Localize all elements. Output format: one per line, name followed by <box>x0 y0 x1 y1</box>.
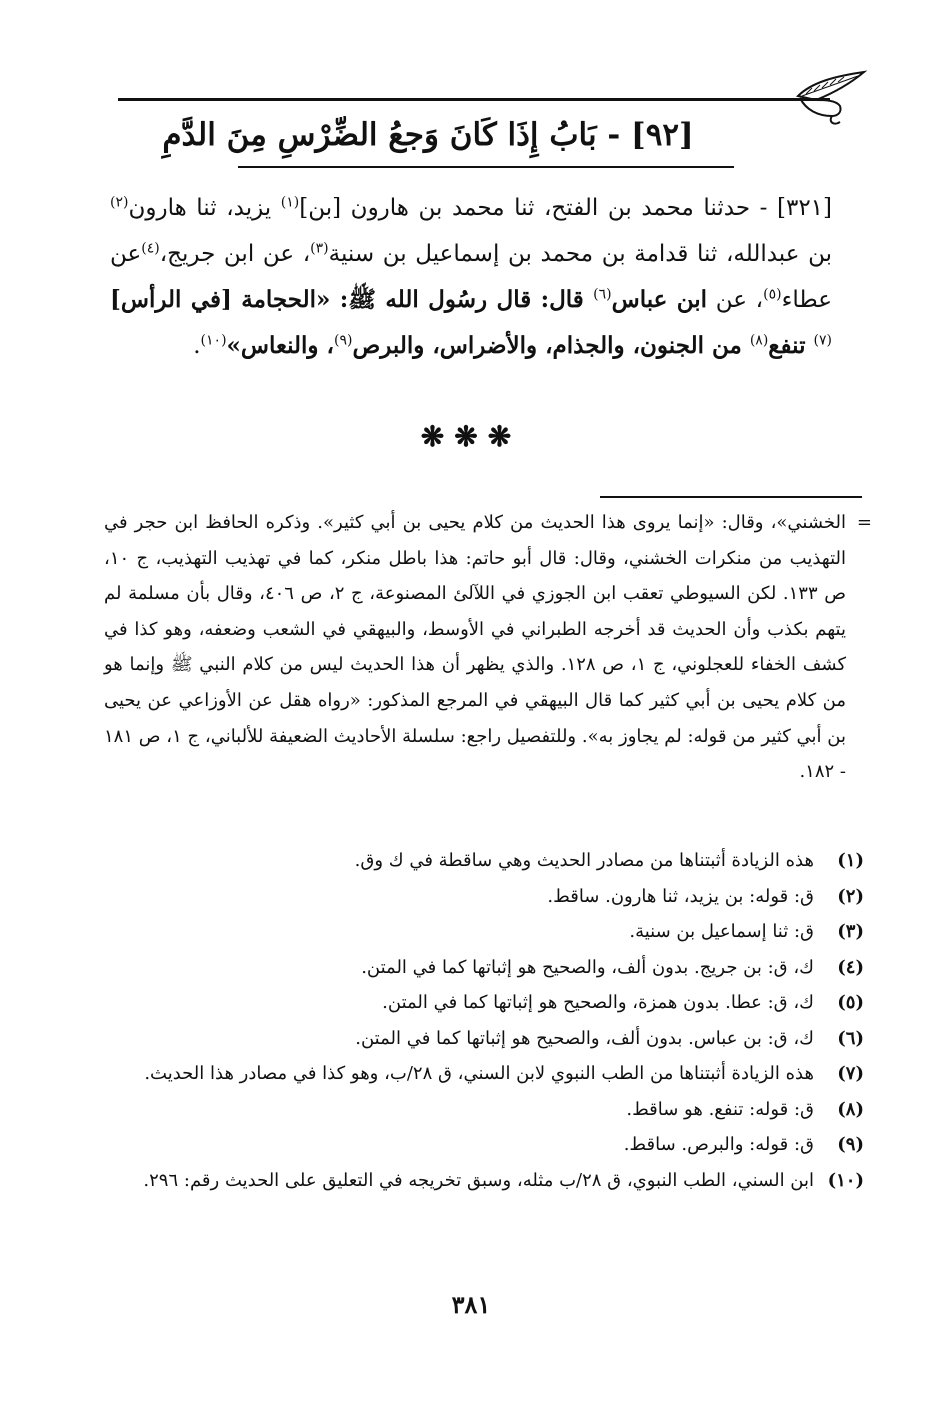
footnote-text: ابن السني، الطب النبوي، ق ٢٨/ب مثله، وسبق تخريجه في التعليق على الحديث رقم: ٢٩٦. <box>143 1169 814 1191</box>
footnote-text: ق: قوله: تنفع. هو ساقط. <box>626 1098 814 1120</box>
footnote-number: (٤) <box>837 956 864 978</box>
footnote-text: ق: قوله: والبرص. ساقط. <box>623 1134 814 1155</box>
hadith-text-segment: ، عن ابن جريج، <box>159 241 311 267</box>
footnote-marker: (٤) <box>141 240 160 257</box>
footnote-number: (٩) <box>837 1134 864 1155</box>
hadith-text <box>110 185 832 369</box>
footnote-text: ك، ق: بن عباس. بدون ألف، والصحيح هو إثباتها كما في المتن. <box>355 1027 814 1049</box>
footnote-number: (٥) <box>837 992 864 1013</box>
hadith-bold-text: قال: قال رسُول الله ﷺ: «الحجامة [في الرأس] <box>110 286 594 313</box>
continuation-marker: = <box>856 512 872 533</box>
footnote-marker: (٦) <box>593 286 612 303</box>
hadith-text-segment: [٣٢١] - حدثنا محمد بن الفتح، ثنا محمد بن هارون [بن] <box>299 195 833 221</box>
footnote-number: (٢) <box>837 885 864 907</box>
footnote-item <box>104 1127 864 1163</box>
hadith-bold-text: تنفع <box>768 332 814 359</box>
footnote-marker: (٧) <box>813 332 832 349</box>
footnote-item <box>104 1056 864 1092</box>
hadith-bold-text: من الجنون، والجذام، والأضراس، والبرص <box>352 332 750 359</box>
footnote-item <box>104 914 864 950</box>
footnote-marker: (٥) <box>763 286 782 303</box>
title-underline <box>238 166 734 168</box>
footnote-number: (١٠) <box>827 1169 864 1191</box>
header-rule <box>118 98 830 101</box>
footnote-number: (٦) <box>837 1027 864 1049</box>
footnote-number: (٣) <box>837 921 864 942</box>
page-number: ٣٨١ <box>451 1290 491 1319</box>
footnote-marker: (٣) <box>310 240 329 257</box>
footnote-text: ك، ق: بن جريج. بدون ألف، والصحيح هو إثباتها كما في المتن. <box>361 956 814 978</box>
footnote-marker: (١) <box>280 194 300 211</box>
footnote-text: هذه الزيادة أثبتناها من الطب النبوي لابن السني، ق ٢٨/ب، وهو كذا في مصادر هذا الحديث. <box>144 1063 814 1084</box>
footnote-text: ك، ق: عطا. بدون همزة، والصحيح هو إثباتها كما في المتن. <box>382 992 814 1013</box>
footnote-item <box>104 985 864 1021</box>
continuation-footnote-text: الخشني»، وقال: «إنما يروى هذا الحديث من كلام يحيى بن أبي كثير». وذكره الحافظ ابن حجر في التهذيب من منكرات الخشني، وقال: قال أبو حاتم: هذا باطل منكر، كما في تهذيب التهذيب، ج ١٠، ص ١٣٣. لكن السيوطي تعقب ابن الجوزي في اللآلئ المصنوعة، ج ٢، ص ٤٠٦، وقال بأن مسلمة لم يتهم بكذب وأن الحديث قد أخرجه الطبراني في الأوسط، والبيهقي في الشعب وضعفه، وهو كذا في كشف الخفاء للعجلوني، ج ١، ص ١٢٨. والذي يظهر أن هذا الحديث ليس من كلام النبي ﷺ وإنما هو من كلام يحيى بن أبي كثير كما قال البيهقي في المرجع المذكور: «رواه هقل عن الأوزاعي عن يحيى بن أبي كثير من قوله: لم يجاوز به». وللتفصيل راجع: سلسلة الأحاديث الضعيفة للألباني، ج ١، ص ١٨١ - ١٨٢. <box>104 512 847 783</box>
footnotes-list <box>104 843 864 1198</box>
footnote-marker: (٨) <box>749 332 769 349</box>
hadith-bold-text: ابن عباس <box>611 286 708 313</box>
footnote-number: (٧) <box>837 1063 864 1084</box>
footnote-text: ق: قوله: بن يزيد، ثنا هارون. ساقط. <box>547 885 814 907</box>
footnote-marker: (١٠) <box>200 332 227 349</box>
footnote-marker: (٢) <box>110 194 129 211</box>
chapter-title: [٩٢] - بَابُ إِذَا كَانَ وَجعُ الضِّرْسِ مِنَ الدَّمِ <box>162 117 694 153</box>
continuation-footnote <box>104 505 872 790</box>
section-separator: ❋❋❋ <box>420 420 522 453</box>
hadith-text-segment: عن عطاء <box>110 241 832 313</box>
hadith-text-segment: يزيد، ثنا هارون <box>128 195 281 221</box>
footnote-item <box>104 1021 864 1057</box>
footnote-item <box>104 843 864 879</box>
footnote-text: ق: ثنا إسماعيل بن سنية. <box>629 921 814 942</box>
footnote-item <box>104 879 864 915</box>
footnote-number: (١) <box>837 850 864 871</box>
footnote-item <box>104 950 864 986</box>
footnote-number: (٨) <box>837 1098 864 1120</box>
hadith-text-segment: . <box>193 333 201 359</box>
footnote-item <box>104 1092 864 1128</box>
hadith-text-segment: ، عن <box>707 287 764 313</box>
footnote-marker: (٩) <box>333 332 353 349</box>
footnote-rule <box>600 496 862 498</box>
footnote-text: هذه الزيادة أثبتناها من مصادر الحديث وهي ساقطة في ك وق. <box>354 850 814 871</box>
footnote-item <box>104 1163 864 1199</box>
hadith-text-segment: بن عبدالله، ثنا قدامة بن محمد بن إسماعيل بن سنية <box>328 241 833 267</box>
hadith-bold-text: ، والنعاس» <box>226 332 334 359</box>
